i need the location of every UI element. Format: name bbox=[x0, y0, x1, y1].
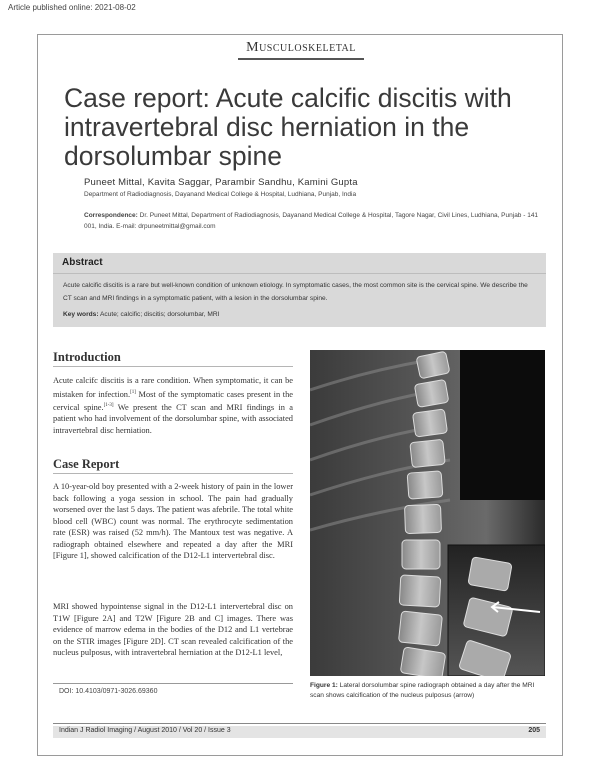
abstract-box bbox=[53, 253, 546, 327]
page-number: 205 bbox=[528, 727, 540, 734]
doi-divider bbox=[53, 683, 293, 684]
figure-caption bbox=[310, 681, 550, 700]
correspondence bbox=[84, 210, 544, 232]
keywords-label: Key words: bbox=[63, 311, 99, 318]
figure-label: Figure 1: bbox=[310, 682, 338, 689]
case-paragraph-1: A 10-year-old boy presented with a 2-week history of pain in the lower back following a yoga session in school. The pain had gradually worsened over the last 5 days. The patient was afebrile. The total white blood cell (WBC) count was normal. The erythrocyte sedimentation rate (ESR) was raised (52 mm/h). The Mantoux test was negative. A radiograph obtained elsewhere and repeated a day after the MRI [Figure 1], showed calcification of the D12-L1 intervertebral disc. bbox=[53, 482, 293, 560]
published-date: Article published online: 2021-08-02 bbox=[8, 3, 136, 12]
intro-text-c: We present the CT scan and MRI findings in a patient who had involvement of the dorsolumbar spine, with associated intravertebral disc herniation. bbox=[53, 402, 293, 435]
case-paragraph-2: MRI showed hypointense signal in the D12-L1 intervertebral disc on T1W [Figure 2A] and T2W [Figure 2B and C] images. There was evidence of marrow edema in the bodies of the D12 and L1 vertebrae on the STIR images [Figure 2D]. CT scan revealed calcification of the nucleus pulposus, with intravertebral herniation at the D12-L1 level, bbox=[53, 602, 293, 657]
title-line: dorsolumbar spine bbox=[64, 141, 283, 171]
intro-paragraph bbox=[53, 375, 293, 436]
journal-citation: Indian J Radiol Imaging / August 2010 / Vol 20 / Issue 3 bbox=[59, 727, 231, 734]
citation-ref: [1] bbox=[130, 389, 136, 395]
intro-text-b: Most of the symptomatic cases present in the cervical spine. bbox=[53, 389, 293, 412]
intro-text-a: Acute calcifc discitis is a rare condition. When symptomatic, it can be mistaken for infection. bbox=[53, 376, 293, 399]
abstract-text: Acute calcific discitis is a rare but well-known condition of unknown etiology. In symptomatic cases, the most common site is the cervical spine. We describe the CT scan and MRI findings in a symptomatic patient, with a lesion in the dorsolumbar spine. bbox=[63, 282, 528, 302]
abstract-divider bbox=[53, 273, 546, 274]
article-title bbox=[64, 84, 554, 171]
figure-caption-text: Lateral dorsolumbar spine radiograph obtained a day after the MRI scan shows calcification of the nucleus pulposus (arrow) bbox=[310, 682, 535, 699]
doi: DOI: 10.4103/0971-3026.69360 bbox=[59, 688, 158, 695]
case-report-heading: Case Report bbox=[53, 457, 120, 471]
intro-divider bbox=[53, 366, 293, 367]
dark-region bbox=[460, 350, 545, 500]
keywords bbox=[63, 311, 219, 318]
intro-heading: Introduction bbox=[53, 350, 121, 364]
abstract-heading: Abstract bbox=[62, 257, 103, 268]
radiograph-figure bbox=[310, 350, 545, 676]
citation-ref: [1-3] bbox=[103, 402, 114, 408]
title-line: intravertebral disc herniation in the bbox=[64, 112, 470, 142]
title-line: Case report: Acute calcific discitis with bbox=[64, 83, 512, 113]
author-list: Puneet Mittal, Kavita Saggar, Parambir Sandhu, Kamini Gupta bbox=[84, 177, 358, 188]
affiliation: Department of Radiodiagnosis, Dayanand Medical College & Hospital, Ludhiana, Punjab, India bbox=[84, 191, 357, 198]
footer-divider bbox=[53, 723, 546, 724]
case-report-divider bbox=[53, 473, 293, 474]
footer bbox=[53, 726, 546, 738]
keywords-text: Acute; calcific; discitis; dorsolumbar, MRI bbox=[98, 311, 220, 318]
section-label: Musculoskeletal bbox=[238, 38, 364, 60]
correspondence-text: Dr. Puneet Mittal, Department of Radiodiagnosis, Dayanand Medical College & Hospital, Tagore Nagar, Civil Lines, Ludhiana, Punjab - 141 001, India. E-mail: drpuneetmittal@gmail.com bbox=[84, 212, 539, 230]
correspondence-label: Correspondence: bbox=[84, 212, 138, 219]
